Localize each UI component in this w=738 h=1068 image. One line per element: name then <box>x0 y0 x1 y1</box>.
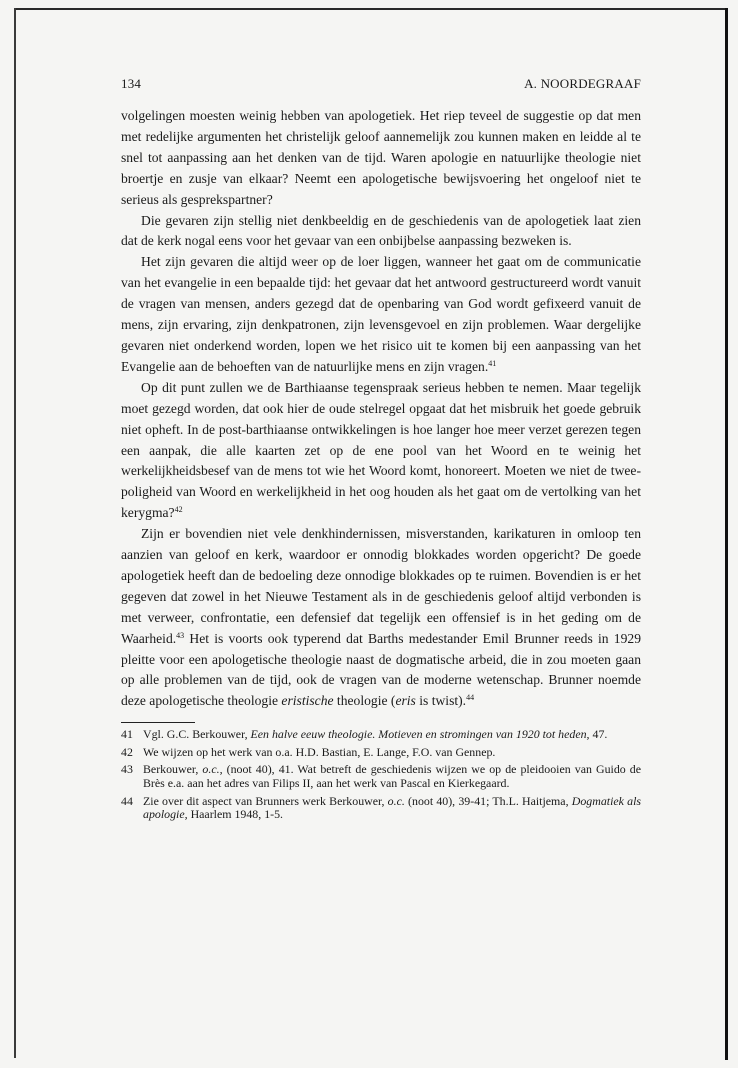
paragraph-2: Die gevaren zijn stellig niet denkbeeldig en de geschiedenis van de apologetiek laat zien dat de kerk nogal eens voor het gevaar van een onbijbelse aanpassing bezweken is. <box>121 212 641 249</box>
paragraph-5: Zijn er bovendien niet vele denkhindernissen, misverstanden, karikaturen in omloop ten aanzien van geloof en kerk, waardoor er onnodig blokkades worden opgericht? De goede apologetiek heeft dan de bedoeling deze onnodige blokkades op te ruimen. Bovendien is er het gegeven dat zowel in het Nieuwe Testament als in de geschiedenis geloof altijd verbonden is met verweer, confrontatie, een defensief dat tegelijk een offensief is in het geding om de Waarheid.$^{43}$ Het is voorts ook typerend dat Barths medestander Emil Brunner reeds in 1929 pleitte voor een apologetische theologie naast de dogmatische arbeid, die in zou moeten gaan op alle problemen van de tijd, ook de vragen van de moderne wetenschap. Brunner noemde deze apologetische theologie eristische theologie (eris is twist).$^{44}$ <box>121 526 641 709</box>
footnote-separator <box>121 722 195 723</box>
footnote-number: 43 <box>121 762 133 777</box>
footnote-number: 41 <box>121 727 133 742</box>
footnotes <box>121 728 641 822</box>
emphasis-eristische: eristische <box>281 693 334 709</box>
running-head-author: A. NOORDEGRAAF <box>524 76 641 91</box>
paragraph-3: Het zijn gevaren die altijd weer op de loer liggen, wanneer het gaat om de communicatie van het evangelie in een bepaalde tijd: het gevaar dat het antwoord gestructureerd wordt vanuit de vragen van mensen, anders gezegd dat de openbaring van God wordt gefixeerd vanuit de mens, zijn ervaring, zijn denkpatronen, zijn levensgevoel en zijn problemen. Waar dergelijke gevaren niet onderkend worden, lopen we het risico uit te komen bij een aanpassing van het Evangelie aan de behoeften van de natuurlijke mens en zijn vragen.$^{41}$ <box>121 254 641 374</box>
footnote-ref-41[interactable]: 41 <box>488 358 497 368</box>
footnote-number: 44 <box>121 793 133 808</box>
footnote-ref-44[interactable]: 44 <box>466 693 475 703</box>
running-head <box>121 76 641 92</box>
paragraph-4: Op dit punt zullen we de Barthiaanse tegenspraak serieus hebben te nemen. Maar tegelijk moet gezegd worden, dat ook hier de oude stelregel opgaat dat het misbruik het goede gebruik niet opheft. In de post-barthiaanse ontwikkelingen is hoe langer hoe meer verzet gerezen tegen een aanpak, die alle kaarten zet op de ene pool van het Woord en te weinig het werkelijkheidsbesef van de mens tot wie het Woord komt, honoreert. Moeten we niet de twee-poligheid van Woord en werkelijkheid in het oog houden als het gaat om de vertolking van het kerygma?$^{42}$ <box>121 379 641 521</box>
book-page <box>121 76 641 826</box>
scan-border-right <box>725 8 728 1060</box>
scan-border-top <box>14 8 726 10</box>
paragraph-1: volgelingen moesten weinig hebben van apologetiek. Het riep teveel de suggestie op dat men met redelijke argumenten het christelijk geloof aannemelijk zou kunnen maken en leidde al te snel tot aanpassing aan het denken van de tijd. Waren apologie en natuurlijke theologie niet broertje en zusje van elkaar? Neemt een apologetische bewijsvoering het ongeloof niet te serieus als gesprekspartner? <box>121 108 641 207</box>
footnote-44 <box>121 795 641 822</box>
footnote-43 <box>121 763 641 790</box>
footnote-ref-43[interactable]: 43 <box>176 630 185 640</box>
body-text <box>121 106 641 712</box>
scan-border-left <box>14 8 16 1058</box>
footnote-text: Berkouwer, o.c., (noot 40), 41. Wat betreft de geschiedenis wijzen we op de pleidooien van Guido de Brès e.a. aan het adres van Filips II, aan het werk van Pascal en Kierkegaard. <box>143 762 641 791</box>
footnote-41 <box>121 728 641 742</box>
footnote-number: 42 <box>121 744 133 759</box>
footnote-text: Zie over dit aspect van Brunners werk Berkouwer, o.c. (noot 40), 39-41; Th.L. Haitjema, Dogmatiek als apologie, Haarlem 1948, 1-5. <box>143 793 641 822</box>
page-number: 134 <box>121 76 142 91</box>
emphasis-eris: eris <box>395 693 416 709</box>
footnote-ref-42[interactable]: 42 <box>174 505 183 515</box>
footnote-text: Vgl. G.C. Berkouwer, Een halve eeuw theologie. Motieven en stromingen van 1920 tot heden, 47. <box>143 727 608 742</box>
footnote-text: We wijzen op het werk van o.a. H.D. Bastian, E. Lange, F.O. van Gennep. <box>143 744 496 759</box>
footnote-42 <box>121 746 641 760</box>
